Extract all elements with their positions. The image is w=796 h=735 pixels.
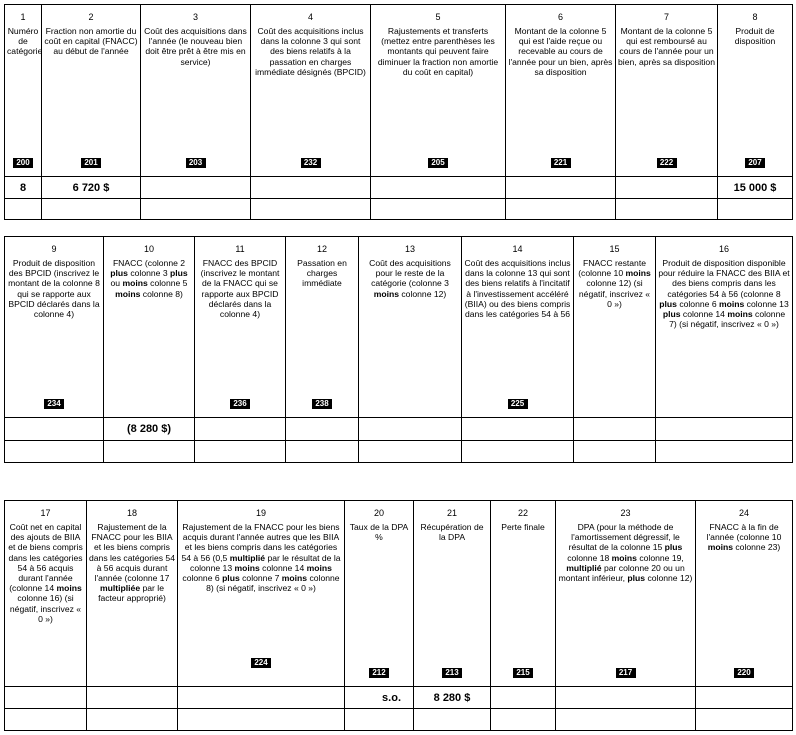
cell-col-14[interactable]	[462, 418, 574, 441]
line-code-badge: 236	[230, 399, 250, 409]
column-number: 24	[738, 508, 749, 518]
cca-table-part1	[4, 4, 793, 220]
column-description: Rajustements et transferts (mettez entre parenthèses les montants qui peuvent faire diminuer la fraction non amortie du coût en capital)	[377, 26, 499, 77]
column-description: Coût net en capital des ajouts de BIIA et de biens compris dans les catégories 54 à 56 acquis durant l'année (colonne 14 moins colonne 16) (si négatif, inscrivez « 0 »)	[8, 522, 83, 624]
cell-col-2[interactable]	[42, 199, 141, 220]
column-description: Coût des acquisitions inclus dans la colonne 13 qui sont des biens relatifs à l'incitatif à l'investissement accéléré (BIIA) ou des biens compris dans les catégories 54 à 56	[464, 258, 571, 320]
cell-col-17[interactable]	[5, 687, 87, 709]
col-4-header	[251, 5, 371, 177]
col-13-header	[359, 237, 462, 418]
cell-col-12[interactable]	[286, 418, 359, 441]
col-12-header	[286, 237, 359, 418]
line-code-badge: 225	[508, 399, 528, 409]
column-description: Produit de disposition	[734, 26, 776, 47]
cell-col-2[interactable]: 6 720 $	[42, 177, 141, 199]
col-21-header	[414, 501, 491, 687]
column-number: 15	[609, 244, 620, 254]
line-code-badge: 215	[513, 668, 533, 678]
column-number: 13	[404, 244, 415, 254]
column-description: Coût des acquisitions inclus dans la colonne 3 qui sont des biens relatifs à la passation en charges immédiate désignés (BPCID)	[255, 26, 366, 77]
col-17-header	[5, 501, 87, 687]
cell-col-15[interactable]	[574, 418, 656, 441]
cell-col-11[interactable]	[195, 441, 286, 463]
cell-col-21[interactable]	[414, 709, 491, 731]
line-code-badge: 213	[442, 668, 462, 678]
cell-col-8[interactable]: 15 000 $	[718, 177, 793, 199]
cell-col-22[interactable]	[491, 709, 556, 731]
column-number: 10	[143, 244, 154, 254]
cell-col-14[interactable]	[462, 441, 574, 463]
column-number: 1	[20, 12, 26, 22]
line-code-badge: 232	[301, 158, 321, 168]
cell-col-4[interactable]	[251, 199, 371, 220]
column-number: 14	[512, 244, 523, 254]
line-code-badge: 207	[745, 158, 765, 168]
col-11-header	[195, 237, 286, 418]
cell-col-15[interactable]	[574, 441, 656, 463]
column-number: 8	[752, 12, 758, 22]
cell-col-5[interactable]	[371, 199, 506, 220]
column-description: Rajustement de la FNACC pour les biens acquis durant l'année autres que les BIIA et les biens compris dans les catégories 54 à 56 (0,5 multiplié par le résultat de la colonne 13 moins colonne 14 moins colonne 6 plus colonne 7 moins colonne 8) (si négatif, inscrivez « 0 »)	[181, 522, 341, 594]
col-14-header	[462, 237, 574, 418]
cell-col-13[interactable]	[359, 418, 462, 441]
cell-col-23[interactable]	[556, 687, 696, 709]
cell-col-11[interactable]	[195, 418, 286, 441]
column-number: 18	[126, 508, 137, 518]
column-description: Coût des acquisitions dans l'année (le nouveau bien doit être prêt à être mis en service)	[144, 26, 247, 67]
table-row	[5, 687, 793, 709]
line-code-badge: 224	[251, 658, 271, 668]
cell-col-9[interactable]	[5, 418, 104, 441]
cell-col-19[interactable]	[178, 687, 345, 709]
cell-col-12[interactable]	[286, 441, 359, 463]
cell-col-21[interactable]: 8 280 $	[414, 687, 491, 709]
column-description: Produit de disposition des BPCID (inscrivez le montant de la colonne 8 qui se rapporte aux BPCID déclarés dans la colonne 4)	[8, 258, 100, 320]
col-20-header	[345, 501, 414, 687]
col-3-header	[141, 5, 251, 177]
cell-col-8[interactable]	[718, 199, 793, 220]
col-7-header	[616, 5, 718, 177]
cell-col-22[interactable]	[491, 687, 556, 709]
col-8-header	[718, 5, 793, 177]
column-number: 4	[307, 12, 313, 22]
column-number: 3	[192, 12, 198, 22]
table-row	[5, 177, 793, 199]
cell-col-1[interactable]: 8	[5, 177, 42, 199]
column-description: Perte finale	[501, 522, 545, 532]
column-description: Fraction non amortie du coût en capital (FNACC) au début de l'année	[44, 26, 138, 57]
column-description: Produit de disposition disponible pour réduire la FNACC des BIIA et des biens compris dans les catégories 54 à 56 (colonne 8 plus colonne 6 moins colonne 13 plus colonne 14 moins colonne 7) (si négatif, inscrivez « 0 »)	[658, 258, 790, 330]
column-description: Coût des acquisitions pour le reste de la catégorie (colonne 3 moins colonne 12)	[369, 258, 451, 299]
line-code-badge: 203	[186, 158, 206, 168]
cell-col-19[interactable]	[178, 709, 345, 731]
column-description: Rajustement de la FNACC pour les BIIA et les biens compris dans les catégories 54 à 56 acquis durant l'année (colonne 17 multipliée par le facteur approprié)	[89, 522, 175, 604]
column-description: Taux de la DPA %	[349, 522, 409, 543]
column-description: Passation en charges immédiate	[297, 258, 347, 289]
col-5-header	[371, 5, 506, 177]
cell-col-6[interactable]	[506, 177, 616, 199]
cell-col-18[interactable]	[87, 709, 178, 731]
column-number: 12	[316, 244, 327, 254]
line-code-badge: 234	[44, 399, 64, 409]
column-number: 19	[255, 508, 266, 518]
column-number: 21	[446, 508, 457, 518]
line-code-badge: 222	[657, 158, 677, 168]
col-1-header	[5, 5, 42, 177]
column-number: 5	[435, 12, 441, 22]
table-row	[5, 709, 793, 731]
column-number: 23	[620, 508, 631, 518]
cca-table-part3	[4, 500, 793, 731]
column-description: DPA (pour la méthode de l'amortissement dégressif, le résultat de la colonne 15 plus colonne 18 moins colonne 19, multiplié par colonne 20 ou un montant inférieur, plus colonne 12)	[558, 522, 693, 584]
line-code-badge: 217	[616, 668, 636, 678]
cell-col-20[interactable]	[345, 709, 414, 731]
column-description: FNACC à la fin de l'année (colonne 10 moins colonne 23)	[706, 522, 782, 553]
cell-col-7[interactable]	[616, 199, 718, 220]
column-number: 9	[51, 244, 57, 254]
cell-col-10[interactable]	[104, 441, 195, 463]
cell-col-5[interactable]	[371, 177, 506, 199]
line-code-badge: 220	[734, 668, 754, 678]
line-code-badge: 200	[13, 158, 33, 168]
col-18-header	[87, 501, 178, 687]
cell-col-9[interactable]	[5, 441, 104, 463]
column-description: FNACC (colonne 2 plus colonne 3 plus ou moins colonne 5 moins colonne 8)	[110, 258, 188, 299]
column-description: Montant de la colonne 5 qui est remboursé au cours de l'année pour un bien, après sa disposition	[618, 26, 715, 67]
column-number: 7	[663, 12, 669, 22]
cell-col-1[interactable]	[5, 199, 42, 220]
cell-col-17[interactable]	[5, 709, 87, 731]
cell-col-13[interactable]	[359, 441, 462, 463]
column-number: 2	[88, 12, 94, 22]
column-number: 20	[373, 508, 384, 518]
table-row	[5, 199, 793, 220]
cca-table-part2	[4, 236, 793, 463]
col-9-header	[5, 237, 104, 418]
cell-col-4[interactable]	[251, 177, 371, 199]
col-23-header	[556, 501, 696, 687]
col-6-header	[506, 5, 616, 177]
column-description: FNACC des BPCID (inscrivez le montant de la FNACC qui se rapporte aux BPCID déclarés dans la colonne 4)	[200, 258, 280, 320]
cell-col-16[interactable]	[656, 441, 793, 463]
column-number: 6	[557, 12, 563, 22]
cell-col-20[interactable]: s.o.	[345, 687, 414, 709]
cell-col-3[interactable]	[141, 199, 251, 220]
line-code-badge: 221	[551, 158, 571, 168]
cell-col-23[interactable]	[556, 709, 696, 731]
column-description: Récupération de la DPA	[420, 522, 484, 543]
column-description: Numéro de catégorie	[7, 26, 43, 57]
column-description: Montant de la colonne 5 qui est l'aide reçue ou recevable au cours de l'année pour un bien, après sa disposition	[508, 26, 613, 77]
column-number: 22	[517, 508, 528, 518]
column-description: FNACC restante (colonne 10 moins colonne 12) (si négatif, inscrivez « 0 »)	[578, 258, 651, 309]
cell-col-7[interactable]	[616, 177, 718, 199]
line-code-badge: 238	[312, 399, 332, 409]
cell-col-24[interactable]	[696, 687, 793, 709]
col-10-header	[104, 237, 195, 418]
col-15-header	[574, 237, 656, 418]
col-16-header	[656, 237, 793, 418]
cell-col-6[interactable]	[506, 199, 616, 220]
line-code-badge: 201	[81, 158, 101, 168]
cell-col-16[interactable]	[656, 418, 793, 441]
col-22-header	[491, 501, 556, 687]
column-number: 16	[718, 244, 729, 254]
column-number: 11	[235, 244, 245, 254]
table-row	[5, 441, 793, 463]
line-code-badge: 212	[369, 668, 389, 678]
table-row	[5, 418, 793, 441]
col-2-header	[42, 5, 141, 177]
cell-col-3[interactable]	[141, 177, 251, 199]
cell-col-10[interactable]: (8 280 $)	[104, 418, 195, 441]
cell-col-18[interactable]	[87, 687, 178, 709]
cell-col-24[interactable]	[696, 709, 793, 731]
col-19-header	[178, 501, 345, 687]
column-number: 17	[40, 508, 51, 518]
col-24-header	[696, 501, 793, 687]
line-code-badge: 205	[428, 158, 448, 168]
